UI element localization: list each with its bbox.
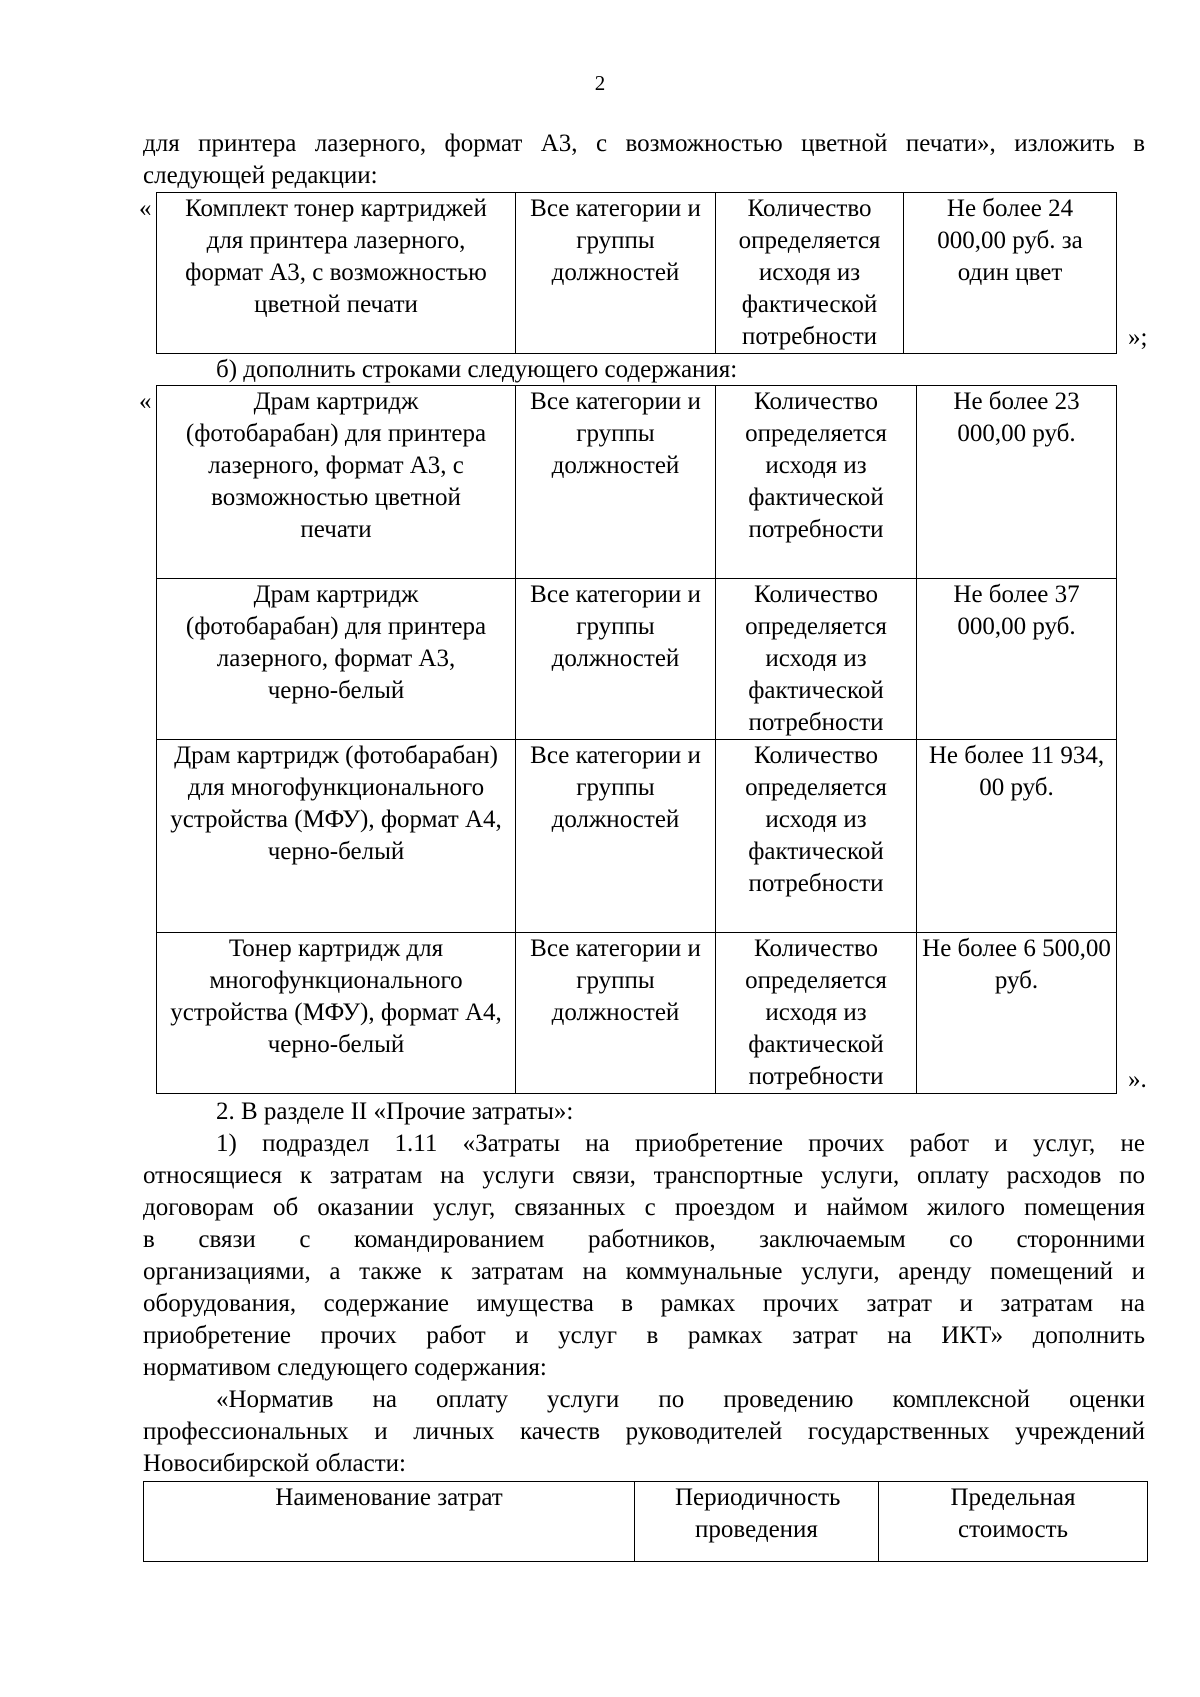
cell-quantity: Количество определяется исходя из фактической потребности: [716, 740, 917, 933]
cell-item-name: Драм картридж (фотобарабан) для многофункционального устройства (МФУ), формат А4, черно-белый: [157, 740, 516, 933]
para1-line-4: в связи с командированием работников, заключаемым со сторонними: [143, 1226, 1145, 1253]
section-2-paragraph-2: [143, 1384, 1145, 1480]
cell-category: Все категории и группы должностей: [516, 579, 716, 740]
table-row: [157, 740, 1117, 933]
cell-price: Не более 23 000,00 руб.: [917, 386, 1117, 579]
page-number: 2: [594, 71, 606, 95]
section-b-text: б) дополнить строками следующего содержания:: [216, 356, 738, 383]
cell-price: Не более 6 500,00 руб.: [917, 933, 1117, 1094]
opening-quote-table1: «: [139, 195, 152, 222]
para2-line-2: профессиональных и личных качеств руководителей государственных учреждений: [143, 1418, 1145, 1445]
intro-line-2: следующей редакции:: [143, 162, 378, 189]
para2-line-1: «Норматив на оплату услуги по проведению комплексной оценки: [216, 1386, 1145, 1413]
header-max-cost: Предельная стоимость: [879, 1482, 1148, 1562]
para2-line-3: Новосибирской области:: [143, 1450, 407, 1477]
table-replaced-row: [156, 192, 1117, 354]
para1-line-8: нормативом следующего содержания:: [143, 1354, 547, 1381]
cell-item-name: Драм картридж (фотобарабан) для принтера лазерного, формат А3, черно-белый: [157, 579, 516, 740]
cell-quantity: Количество определяется исходя из фактической потребности: [716, 386, 917, 579]
table-row: [157, 933, 1117, 1094]
closing-quote-table2: ».: [1128, 1066, 1147, 1093]
closing-quote-table1: »;: [1128, 324, 1148, 351]
opening-quote-table2: «: [139, 388, 152, 415]
para1-line-3: договорам об оказании услуг, связанных с проездом и наймом жилого помещения: [143, 1194, 1145, 1221]
para1-line-6: оборудования, содержание имущества в рамках прочих затрат и затратам на: [143, 1290, 1145, 1317]
table-row: [157, 386, 1117, 579]
table-added-rows: [156, 385, 1117, 1094]
cell-price: Не более 11 934, 00 руб.: [917, 740, 1117, 933]
intro-paragraph: [143, 128, 1145, 192]
cell-item-name: Драм картридж (фотобарабан) для принтера лазерного, формат А3, с возможностью цветной печати: [157, 386, 516, 579]
table-norm-headers: [143, 1481, 1148, 1562]
intro-line-1: для принтера лазерного, формат А3, с возможностью цветной печати», изложить в: [143, 130, 1145, 157]
cell-item-name: Тонер картридж для многофункционального устройства (МФУ), формат А4, черно-белый: [157, 933, 516, 1094]
cell-category: Все категории и группы должностей: [516, 386, 716, 579]
cell-price: Не более 37 000,00 руб.: [917, 579, 1117, 740]
para1-line-7: приобретение прочих работ и услуг в рамках затрат на ИКТ» дополнить: [143, 1322, 1145, 1349]
para1-line-1: 1) подраздел 1.11 «Затраты на приобретение прочих работ и услуг, не: [216, 1130, 1145, 1157]
para1-line-5: организациями, а также к затратам на коммунальные услуги, аренду помещений и: [143, 1258, 1145, 1285]
cell-item-name: Комплект тонер картриджей для принтера лазерного, формат А3, с возможностью цветной печати: [157, 193, 516, 354]
header-cost-name: Наименование затрат: [144, 1482, 635, 1562]
header-periodicity: Периодичность проведения: [635, 1482, 879, 1562]
cell-category: Все категории и группы должностей: [516, 740, 716, 933]
cell-quantity: Количество определяется исходя из фактической потребности: [716, 933, 917, 1094]
section-2-paragraph-1: [143, 1128, 1145, 1384]
cell-quantity: Количество определяется исходя из фактической потребности: [716, 579, 917, 740]
cell-quantity: Количество определяется исходя из фактической потребности: [716, 193, 904, 354]
cell-category: Все категории и группы должностей: [516, 193, 716, 354]
para1-line-2: относящиеся к затратам на услуги связи, транспортные услуги, оплату расходов по: [143, 1162, 1145, 1189]
table-row: [157, 579, 1117, 740]
table-header-row: [144, 1482, 1148, 1562]
section-2-heading: 2. В разделе II «Прочие затраты»:: [216, 1098, 574, 1125]
cell-category: Все категории и группы должностей: [516, 933, 716, 1094]
table-row: [157, 193, 1117, 354]
cell-price: Не более 24 000,00 руб. за один цвет: [904, 193, 1117, 354]
